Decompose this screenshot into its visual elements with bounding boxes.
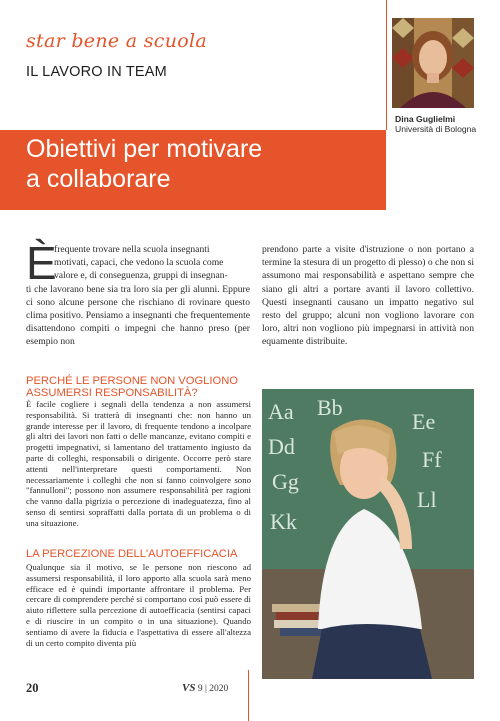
author-affiliation: Università di Bologna [395, 124, 477, 134]
intro-line-1: frequente trovare nella scuola insegnanti [54, 244, 210, 255]
section-body-self-efficacy [26, 562, 251, 648]
issue-number: 9 | 2020 [197, 684, 229, 694]
svg-text:Ll: Ll [417, 487, 437, 512]
svg-text:Gg: Gg [272, 469, 299, 494]
magazine-logo: VS [182, 682, 196, 694]
title-line-1: Obiettivi per motivare [26, 135, 263, 163]
svg-text:Ee: Ee [412, 409, 436, 434]
intro-text-continued: prendono parte a visite d'istruzione o non portano a termine la stesura di un progetto di plesso) o che non si assumono mai responsabilità e aspettano sempre che siano gli altri a portare avanti il lavoro collettivo. Questi insegnanti causano un impatto negativo sul resto del gruppo; alcuni non vogliono lavorare con loro, altri non vogliono più impegnarsi in attività non equamente distribuite. [262, 244, 474, 348]
heading-line-1: PERCHÉ LE PERSONE NON VOGLIONO [26, 375, 238, 387]
magazine-issue [182, 682, 228, 694]
intro-column-2 [262, 243, 474, 349]
section-label: IL LAVORO IN TEAM [26, 64, 167, 80]
author-photo [392, 18, 474, 108]
section-heading-responsibility [26, 376, 238, 399]
title-band [0, 130, 386, 210]
intro-column-1 [26, 243, 250, 349]
author-info [395, 114, 476, 134]
heading-line-2: ASSUMERSI RESPONSABILITÀ? [26, 386, 198, 399]
footer-divider [248, 670, 249, 721]
svg-text:Kk: Kk [270, 509, 297, 534]
intro-text: ti che lavorano bene sia tra loro sia per gli alunni. Eppure ci sono alcune persone che rischiano di rovinare questo clima positivo. Pensiamo a insegnanti che frequentemente disattendono compiti o impegni che hanno preso (per esempio non [26, 283, 250, 348]
intro-line-3: valore e, di conseguenza, gruppi di insegnan- [54, 270, 228, 282]
svg-text:Dd: Dd [268, 434, 295, 459]
section-text: È facile cogliere i segnali della tendenza a non assumersi responsabilità. Si tratterà di insegnanti che: non hanno un grande interesse per il lavoro, di frequente tendono a incolpare gli altri dei lavori non fatti o delle mancanze, evitano compiti e progetti impegnativi, si lamentano del trattamento ingiusto da parte di colleghi, responsabili o dirigente. Occorre però stare attenti nell'interpretare questi comportamenti. Non necessariamente i colleghi che non si fanno coinvolgere sono "fannulloni"; possono non assumere responsabilità per ragioni che vanno dalla pigrizia o percezione di inadeguatezza, fino al senso di sentirsi sopraffatti dalla portata di un problema o di una situazione. [26, 399, 251, 528]
header-divider [386, 0, 387, 130]
svg-text:Aa: Aa [268, 399, 294, 424]
author-name: Dina Guglielmi [395, 114, 456, 124]
section-body-responsibility [26, 399, 251, 529]
drop-cap: È [26, 237, 57, 289]
svg-text:Ff: Ff [422, 447, 442, 472]
intro-line-2: motivati, capaci, che vedono la scuola come [54, 257, 224, 269]
title-line-2: a collaborare [26, 165, 171, 193]
section-heading-self-efficacy: LA PERCEZIONE DELL'AUTOEFFICACIA [26, 548, 238, 560]
page-number: 20 [26, 681, 39, 695]
teacher-photo [262, 389, 474, 679]
section-text: Qualunque sia il motivo, se le persone non riescono ad assumersi responsabilità, il loro apporto alla scuola sarà meno efficace ed è quindi importante affrontare il problema. Per cercare di comprendere perché si comportano così può essere di aiuto riflettere sulla percezione di autoefficacia (sentirsi capaci e di riuscire in un compito o in una situazione). Quando sentiamo di avere la fiducia e l'aspettativa di essere all'altezza di un certo compito diventa più [26, 562, 251, 648]
article-title [26, 134, 366, 194]
series-title: star bene a scuola [26, 30, 208, 52]
svg-text:Bb: Bb [317, 395, 343, 420]
